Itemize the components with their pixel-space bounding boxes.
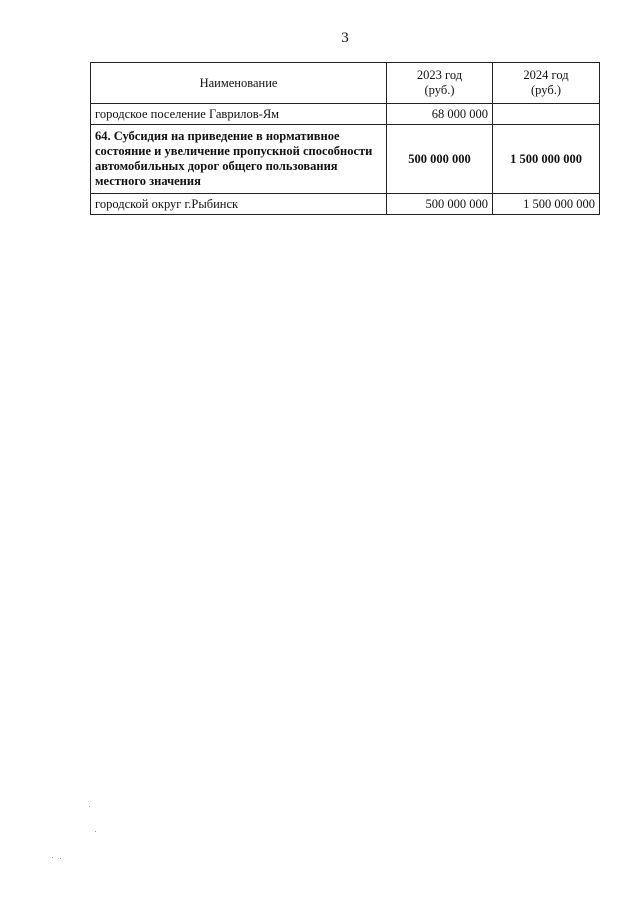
table-row-subsidy — [91, 125, 600, 194]
header-2024 — [493, 63, 600, 104]
row-amount-2024 — [493, 104, 600, 125]
subsidy-name: 64. Субсидия на приведение в нормативное состояние и увеличение пропускной способности автомобильных дорог общего пользования местного значения — [91, 125, 387, 194]
table-row — [91, 194, 600, 215]
scan-speck — [52, 857, 53, 858]
row-name: городское поселение Гаврилов-Ям — [91, 104, 387, 125]
row-name: городской округ г.Рыбинск — [91, 194, 387, 215]
header-name-label: Наименование — [199, 75, 278, 90]
row-amount-2024: 1 500 000 000 — [493, 194, 600, 215]
table-header-row — [91, 63, 600, 104]
header-name — [91, 63, 387, 104]
scan-speck — [95, 831, 96, 832]
scan-speck — [89, 806, 90, 807]
page-number: 3 — [341, 30, 349, 46]
header-2024-unit: (руб.) — [531, 83, 561, 97]
header-2023-unit: (руб.) — [424, 83, 455, 97]
subsidy-amount-2024: 1 500 000 000 — [493, 125, 600, 194]
row-amount-2023: 68 000 000 — [387, 104, 493, 125]
subsidy-amount-2023: 500 000 000 — [387, 125, 493, 194]
header-2024-year: 2024 год — [523, 68, 569, 82]
header-2023-year: 2023 год — [416, 68, 463, 82]
header-2023 — [387, 63, 493, 104]
budget-table — [90, 62, 600, 215]
table-row — [91, 104, 600, 125]
scan-speck — [60, 858, 61, 859]
row-amount-2023: 500 000 000 — [387, 194, 493, 215]
